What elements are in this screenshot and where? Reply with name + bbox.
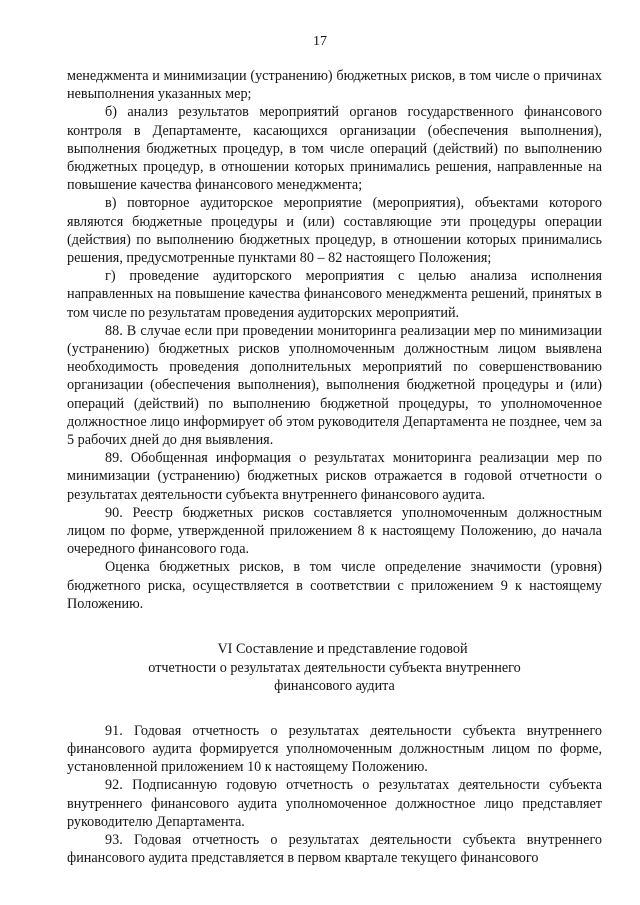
paragraph-continuation: менеджмента и минимизации (устранению) бюджетных рисков, в том числе о причинах невыполнения указанных мер; — [67, 68, 602, 103]
paragraph-risk-assessment: Оценка бюджетных рисков, в том числе определение значимости (уровня) бюджетного риска, осуществляется в соответствии с приложением 9 к настоящему Положению. — [67, 559, 602, 612]
paragraph-91: 91. Годовая отчетность о результатах деятельности субъекта внутреннего финансового аудита формируется уполномоченным должностным лицом по форме, установленной приложением 10 к настоящему Положению. — [67, 722, 602, 776]
section-heading — [67, 640, 602, 696]
section-heading-line-2: отчетности о результатах деятельности субъекта внутреннего — [148, 659, 521, 676]
section-heading-line-3: финансового аудита — [274, 678, 395, 695]
page-number: 17 — [313, 34, 327, 49]
paragraph-item-b: б) анализ результатов мероприятий органов государственного финансового контроля в Департаменте, касающихся организации (обеспечения выполнения), выполнения бюджетных процедур, в том числе операций (действий) по выполнению бюджетных процедур, в отношении которых принимались решения, направленные на повышение качества финансового менеджмента; — [67, 104, 602, 194]
section-heading-line-1: VI Составление и представление годовой — [217, 641, 468, 658]
paragraph-90: 90. Реестр бюджетных рисков составляется уполномоченным должностным лицом по форме, утвержденной приложением 8 к настоящему Положению, до начала очередного финансового года. — [67, 504, 602, 558]
document-body — [67, 67, 602, 868]
paragraph-89: 89. Обобщенная информация о результатах мониторинга реализации мер по минимизации (устранению) бюджетных рисков отражается в годовой отчетности о результатах деятельности субъекта внутреннего финансового аудита. — [67, 450, 602, 503]
paragraph-item-v: в) повторное аудиторское мероприятие (мероприятия), объектами которого являются бюджетные процедуры и (или) составляющие эти процедуры операции (действия) по выполнению бюджетных процедур, в отношении которых принимались решения, предусмотренные пунктами 80 – 82 настоящего Положения; — [67, 195, 602, 267]
paragraph-item-g: г) проведение аудиторского мероприятия с целью анализа исполнения направленных на повышение качества финансового менеджмента решений, принятых в том числе по результатам проведения аудиторских мероприятий. — [67, 268, 602, 321]
paragraph-88: 88. В случае если при проведении мониторинга реализации мер по минимизации (устранению) бюджетных рисков уполномоченным должностным лицом выявлена необходимость проведения дополнительных мероприятий по совершенствованию организации (обеспечения выполнения), выполнения бюджетной процедуры и (или) операций (действий) по выполнению бюджетной процедуры, то уполномоченное должностное лицо информирует об этом руководителя Департамента не позднее, чем за 5 рабочих дней до дня выявления. — [67, 322, 602, 449]
paragraph-93: 93. Годовая отчетность о результатах деятельности субъекта внутреннего финансового аудита представляется в первом квартале текущего финансового — [67, 832, 602, 867]
paragraph-92: 92. Подписанную годовую отчетность о результатах деятельности субъекта внутреннего финансового аудита уполномоченное должностное лицо представляет руководителю Департамента. — [67, 777, 602, 830]
